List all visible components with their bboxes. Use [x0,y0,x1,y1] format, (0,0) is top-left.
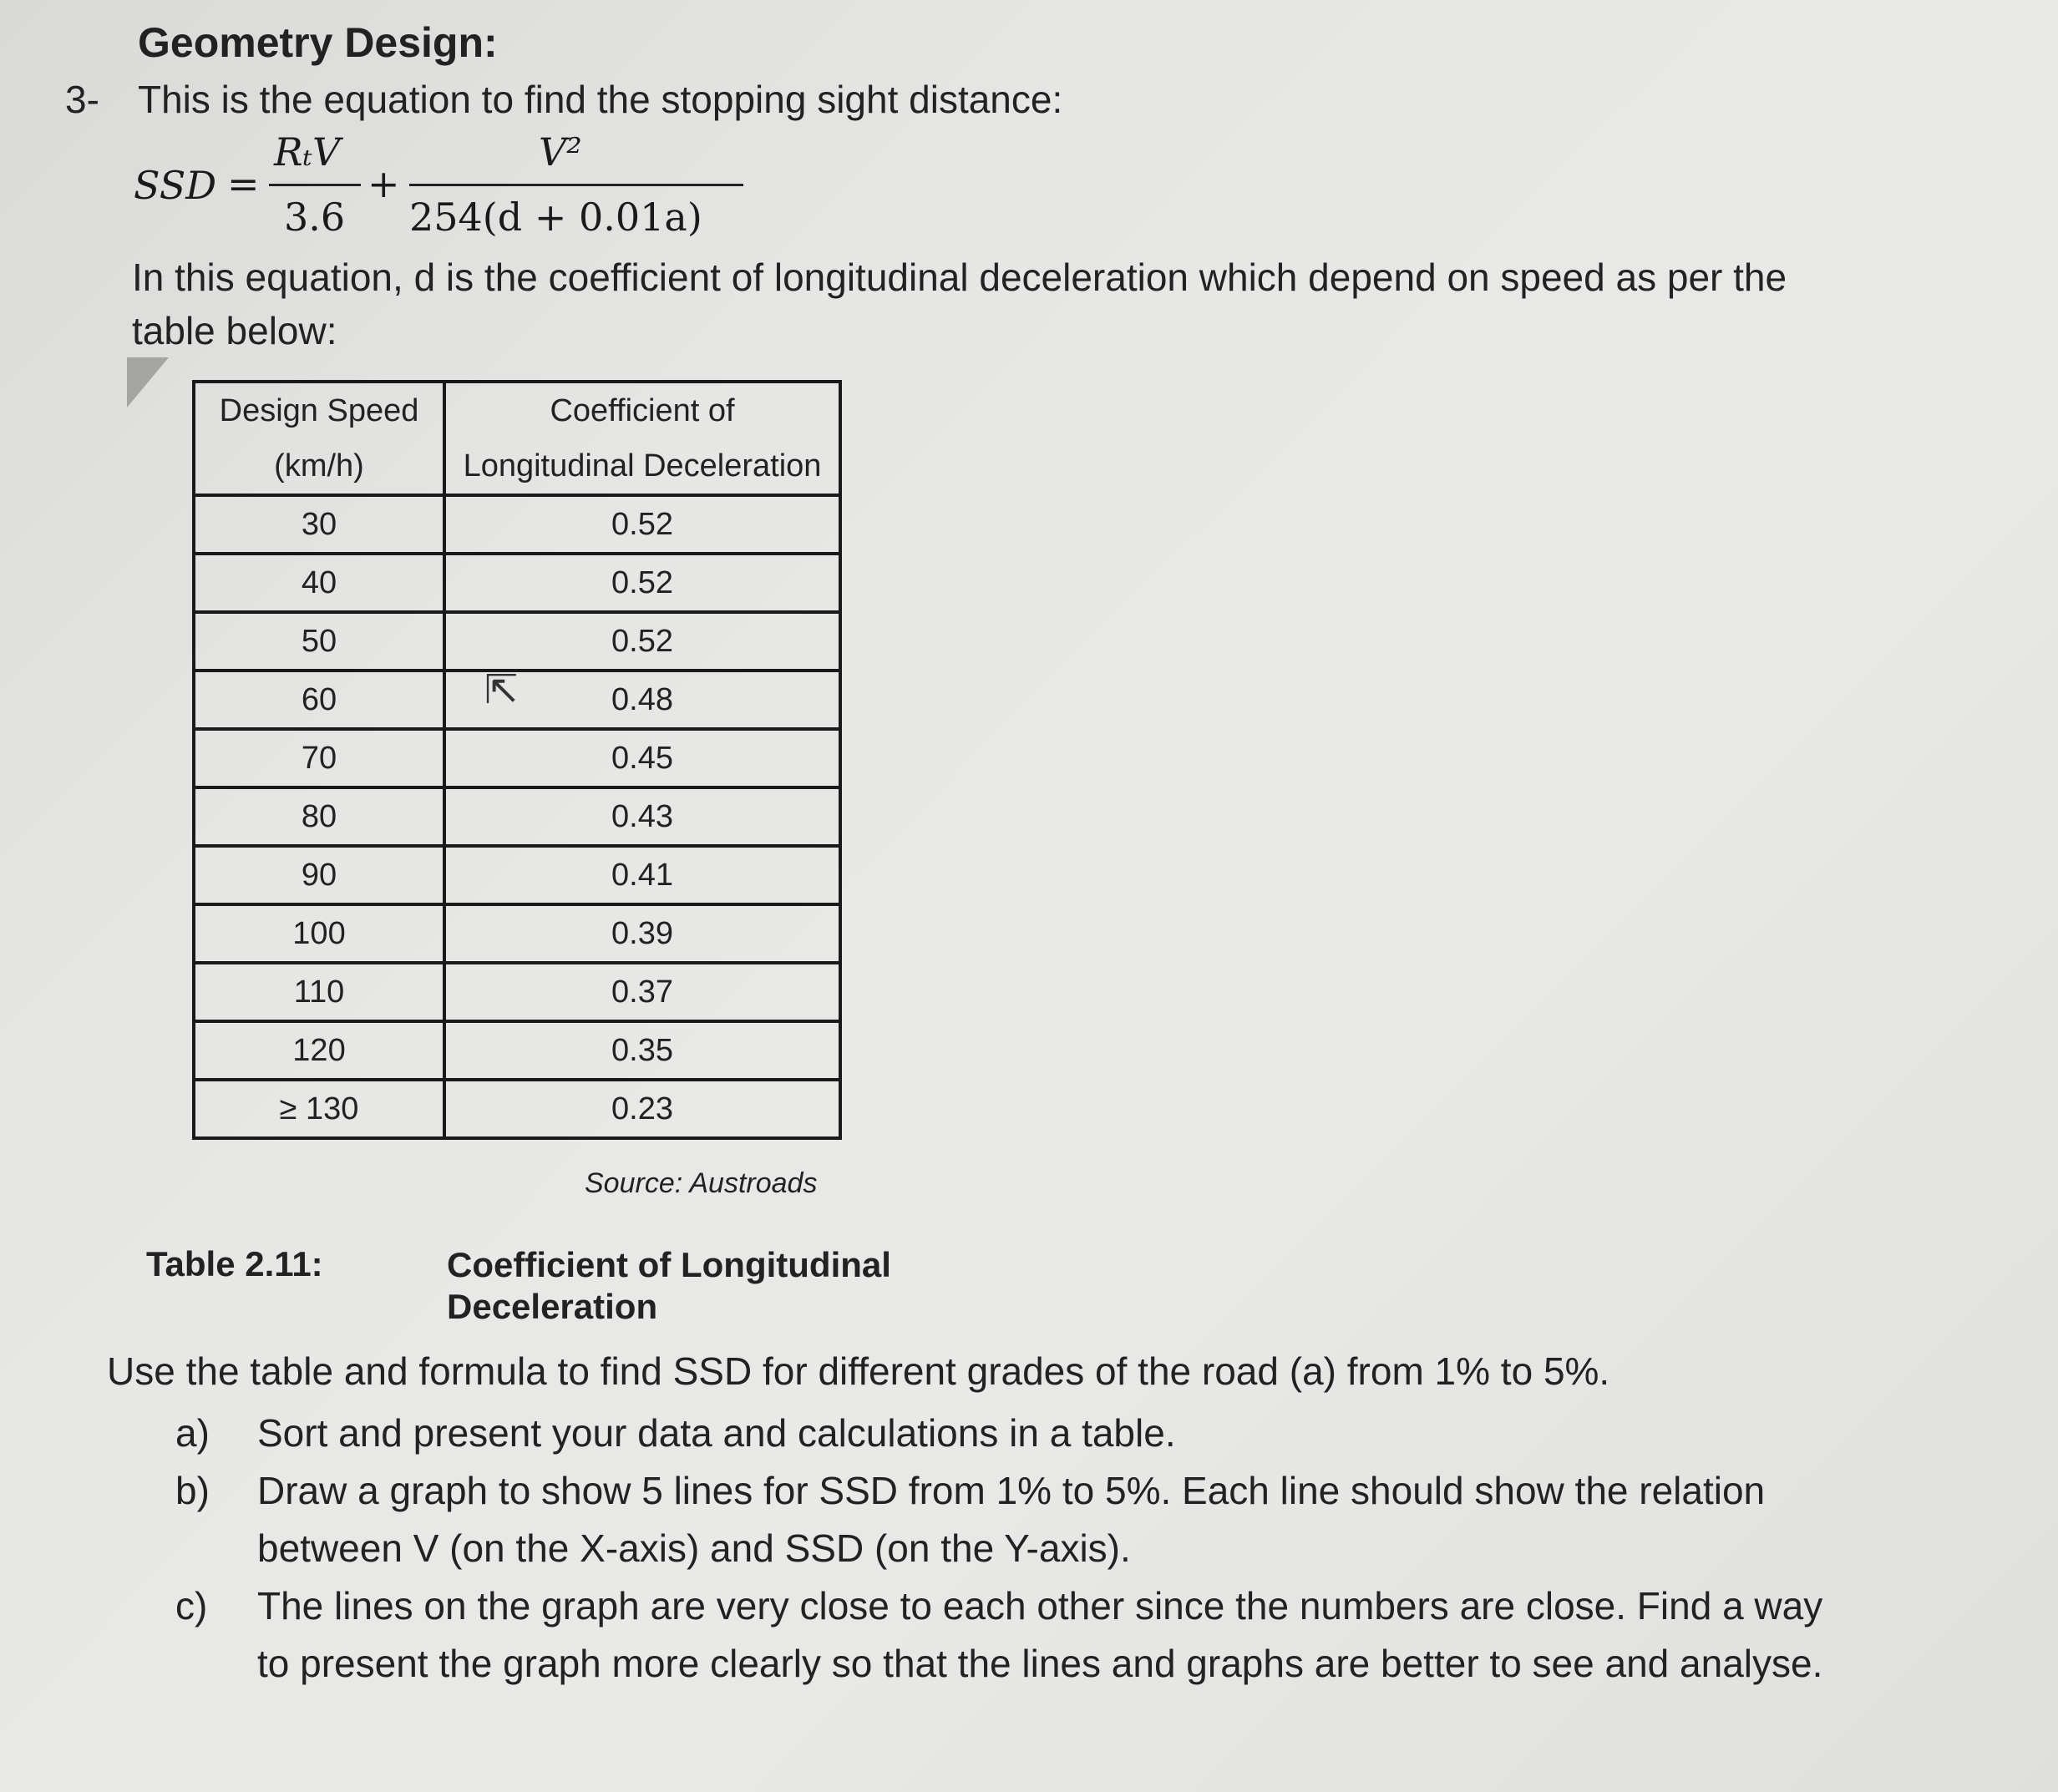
fraction-bar [409,184,743,186]
table-row [194,846,840,904]
cell-speed: 120 [194,1021,444,1080]
cell-coef: 0.45 [444,729,840,787]
formula-plus: + [368,161,400,206]
question-text: This is the equation to find the stopping sight distance: [138,78,1063,121]
cell-speed: 50 [194,612,444,671]
caption-line: Coefficient of Longitudinal [447,1245,891,1284]
task-list [175,1405,2030,1693]
task-label: a) [175,1411,210,1455]
table-row [194,1080,840,1138]
task-line: Draw a graph to show 5 lines for SSD from 1% to 5%. Each line should show the relation [257,1469,1766,1512]
table-row [194,729,840,787]
cell-coef: 0.52 [444,495,840,554]
table-header-row [194,382,840,495]
cell-coef: 0.35 [444,1021,840,1080]
task-label: c) [175,1584,208,1627]
header-line: (km/h) [274,448,364,483]
cell-coef: 0.52 [444,554,840,612]
section-heading: Geometry Design: [138,19,498,66]
cell-coef: 0.23 [444,1080,840,1138]
table-caption-title [447,1244,891,1328]
cell-speed: 80 [194,787,444,846]
header-line: Coefficient of [550,393,735,428]
explanation-paragraph [132,251,1944,357]
formula-term2-denominator: 254(d + 0.01a) [409,195,702,240]
cell-speed: 90 [194,846,444,904]
formula-term1-denominator: 3.6 [284,195,346,240]
fraction-bar [269,184,361,186]
table-row [194,904,840,963]
cell-coef: 0.52 [444,612,840,671]
table-row [194,963,840,1021]
formula-equals: = [227,161,260,206]
header-design-speed [194,382,444,495]
task-line: to present the graph more clearly so that the lines and graphs are better to see and analyse. [257,1642,1823,1685]
list-item [175,1462,2030,1577]
task-line: Sort and present your data and calculations in a table. [257,1411,1176,1455]
instruction-text: Use the table and formula to find SSD for different grades of the road (a) from 1% to 5%. [107,1349,1610,1393]
table-caption-number: Table 2.11: [146,1244,323,1283]
table-row [194,1021,840,1080]
cell-speed: 110 [194,963,444,1021]
list-item [175,1577,2030,1693]
table-row [194,495,840,554]
cell-coef: 0.37 [444,963,840,1021]
paragraph-line: In this equation, d is the coefficient of longitudinal deceleration which depend on speed as per the [132,256,1787,299]
table-row [194,554,840,612]
table-row [194,787,840,846]
cell-coef: 0.43 [444,787,840,846]
cell-coef: 0.48 [444,671,840,729]
cell-speed: ≥ 130 [194,1080,444,1138]
cell-speed: 100 [194,904,444,963]
corner-marker-icon [127,357,169,408]
task-line: between V (on the X-axis) and SSD (on the Y-axis). [257,1526,1131,1570]
cell-speed: 70 [194,729,444,787]
formula-term1-numerator: RₜV [274,129,341,175]
cell-coef: 0.41 [444,846,840,904]
header-line: Design Speed [219,393,419,428]
mouse-pointer-icon: ⇱ [484,668,519,712]
ssd-formula [134,129,735,242]
task-label: b) [175,1469,210,1512]
paragraph-line: table below: [132,309,337,352]
cell-coef: 0.39 [444,904,840,963]
cell-speed: 40 [194,554,444,612]
question-number: 3- [65,78,99,121]
header-coefficient [444,382,840,495]
cell-speed: 30 [194,495,444,554]
list-item [175,1405,2030,1462]
table-source: Source: Austroads [585,1167,818,1199]
table-row [194,612,840,671]
formula-term2-numerator: V² [539,129,582,175]
deceleration-table [192,380,842,1140]
task-line: The lines on the graph are very close to each other since the numbers are close. Find a way [257,1584,1823,1627]
header-line: Longitudinal Deceleration [463,448,822,483]
cell-speed: 60 [194,671,444,729]
caption-line: Deceleration [447,1287,658,1326]
formula-lhs: SSD [134,163,217,208]
